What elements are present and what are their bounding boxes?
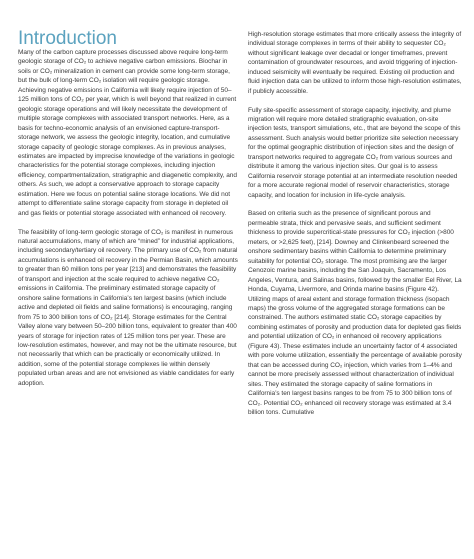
paragraph: High-resolution storage estimates that more critically assess the integrity of individual storage complexes in terms of their ability to sequester CO₂ without significant leakage over decadal or longer timeframes, prevent contamination of groundwater resources, and avoid triggering of injection-induced seismicity will eventually be required. Existing oil production and fluid injection data can be utilized to inform those high-resolution estimates, if publicly accessible. xyxy=(248,31,462,95)
left-column xyxy=(18,30,238,398)
paragraph: Fully site-specific assessment of storage capacity, injectivity, and plume migration will require more detailed stratigraphic evaluation, on-site injection tests, transport simulations, etc., that are beyond the scope of this assessment. Such analysis would better prioritize site selection necessary for the optimal geographic distribution of injection sites and the design of transport networks required to aggregate CO₂ from various sources and distribute it among the various injection sites. Our goal is to assess California reservoir storage potential at an intermediate resolution needed for a more accurate regional model of reservoir characteristics, storage capacity, and location for inclusion in life-cycle analysis. xyxy=(248,106,461,199)
paragraph: Many of the carbon capture processes discussed above require long-term geologic storage of CO₂ to achieve negative carbon emissions. Biochar in soils or CO₂ mineralization in cement can provide some long-term storage, but the bulk of long-term CO₂ isolation will require geologic storage. Achieving negative emissions in California will likely require injection of 50–125 million tons of CO₂ per year, which is well beyond that realized in current geologic storage operations and will likely necessitate the development of multiple storage complexes with associated transport networks. Here, as a basis for techno-economic analysis of an envisioned capture-transport-storage network, we assess the geologic integrity, location, and cumulative storage capacity of geologic storage complexes. As in previous analyses, estimates are impacted by imprecise knowledge of the variations in geologic characteristics for the potential storage complexes, including injection efficiency, compartmentalization, stratigraphic and diagenetic complexity, and others. As such, we adopt a conservative approach to storage capacity estimation. Here we focus on potential saline storage locations. We did not attempt to differentiate saline storage capacity from storage in depleted oil and gas fields or potential storage associated with enhanced oil recovery. xyxy=(18,49,237,217)
paragraph: The feasibility of long-term geologic storage of CO₂ is manifest in numerous natural accumulations, many of which are “mined” for industrial applications, including secondary/tertiary oil recovery. The primary use of CO₂ from natural accumulations is enhanced oil recovery in the Permian Basin, which amounts to greater than 60 million tons per year [213] and demonstrates the feasibility of transport and injection at the scale required to achieve negative CO₂ emissions in California. The preliminary estimated storage capacity of onshore saline formations in California’s ten largest basins (which include active and depleted oil fields and saline formations) is encouraging, ranging from 75 to 300 billion tons of CO₂ [214]. Storage estimates for the Central Valley alone vary between 50–200 billion tons, equivalent to greater than 400 years of storage for injection rates of 125 million tons per year. These are low-resolution estimates, however, and may not be the ultimate resource, but not necessarily that which can be practically or economically utilized. In addition, some of the potential storage complexes lie within densely populated urban areas and are not envisioned as viable candidates for early adoption. xyxy=(18,228,238,387)
paragraph: Based on criteria such as the presence of significant porous and permeable strata, thick and pervasive seals, and sufficient sediment thickness to provide supercritical-state pressures for CO₂ injection (>800 meters, or >2,625 feet), [214]. Downey and Clinkenbeard screened the onshore sedimentary basins within California to determine preliminary suitability for potential CO₂ storage. The most promising are the larger Cenozoic marine basins, including the San Joaquin, Sacramento, Los Angeles, Ventura, and Salinas basins, followed by the smaller Eel River, La Honda, Cuyama, Livermore, and Orinda marine basins (Figure 42). Utilizing maps of areal extent and storage formation thickness (isopach maps) the gross volume of the aggregated storage formations can be constrained. The authors estimated static CO₂ storage capacities by combining estimates of porosity and production data for depleted gas fields and potential utilization of CO₂ in enhanced oil recovery applications (Figure 43). These estimates include an uncertainty factor of 4 associated with pore volume utilization, essentially the percentage of available porosity that can be accessed during CO₂ injection, which varies from 1–4% and cannot be more precisely assessed without characterization of individual sites. They estimated the storage capacity of saline formations in California’s ten largest basins ranges to be from 75 to 300 billion tons of CO₂. Potential CO₂ enhanced oil recovery storage was estimated at 3.4 billion tons. Cumulative xyxy=(248,210,462,416)
section-heading: Introduction xyxy=(18,28,117,49)
right-column xyxy=(248,30,462,427)
